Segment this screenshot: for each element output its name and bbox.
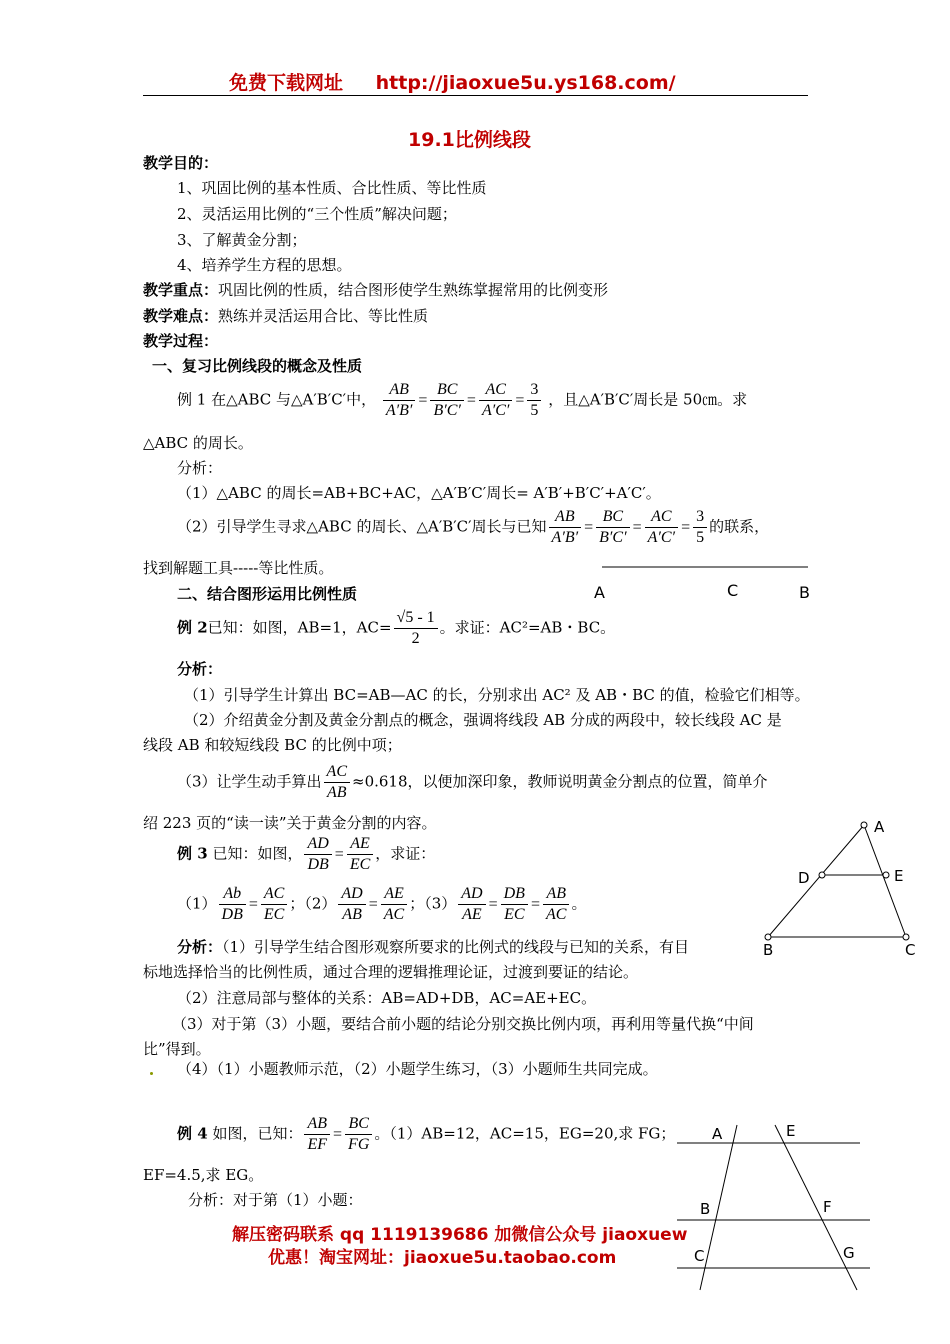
example3-analysis-4: （4）（1）小题教师示范，（2）小题学生练习，（3）小题师生共同完成。 xyxy=(177,1060,658,1078)
question-3-label: ；（3） xyxy=(409,894,457,913)
difficulty xyxy=(143,305,428,326)
section1-heading: 一、复习比例线段的概念及性质 xyxy=(152,357,363,375)
numerator: 3 xyxy=(693,507,707,528)
numerator: AD xyxy=(458,884,485,905)
fraction xyxy=(261,884,287,925)
equals-sign: = xyxy=(334,845,344,863)
example3-analysis-2: （2）注意局部与整体的关系：AB=AD+DB，AC=AE+EC。 xyxy=(177,989,597,1007)
denominator: EF xyxy=(307,1136,328,1153)
key-point-text: 巩固比例的性质，结合图形使学生熟练掌握常用的比例变形 xyxy=(218,281,609,299)
point-a xyxy=(861,822,867,828)
fraction xyxy=(596,507,629,548)
fraction xyxy=(304,1114,330,1155)
fraction xyxy=(527,380,541,421)
denominator: FG xyxy=(348,1136,370,1153)
denominator: DB xyxy=(221,906,243,923)
fraction xyxy=(458,884,485,925)
denominator: AC xyxy=(383,906,405,923)
numerator: AB xyxy=(549,507,582,528)
fraction xyxy=(543,884,569,925)
numerator: AC xyxy=(324,762,350,783)
label-b: B xyxy=(700,1200,711,1218)
numerator: BC xyxy=(345,1114,372,1135)
numerator: BC xyxy=(596,507,629,528)
denominator: 5 xyxy=(696,529,705,546)
numerator: AC xyxy=(261,884,287,905)
example2-p2a: （2）介绍黄金分割及黄金分割点的概念，强调将线段 AB 分成的两段中，较长线段 AC 是 xyxy=(184,711,782,729)
label-a: A xyxy=(712,1125,723,1143)
numerator: AC xyxy=(645,507,678,528)
difficulty-text: 熟练并灵活运用合比、等比性质 xyxy=(218,307,429,325)
goal-item: 1、巩固比例的基本性质、合比性质、等比性质 xyxy=(177,179,487,197)
example1-text-b: ，且△A′B′C′周长是 50㎝。求 xyxy=(548,390,748,409)
example1-text-c: △ABC 的周长。 xyxy=(143,434,253,452)
example2-p3 xyxy=(177,762,768,803)
equals-sign: = xyxy=(418,391,428,409)
process-label: 教学过程： xyxy=(143,332,219,350)
numerator: 3 xyxy=(527,380,541,401)
numerator: AE xyxy=(347,834,373,855)
denominator: AB xyxy=(327,784,347,801)
numerator: AB xyxy=(304,1114,330,1135)
example3-questions xyxy=(177,884,586,925)
fraction xyxy=(394,608,438,649)
key-point xyxy=(143,279,608,300)
footer-line-1: 解压密码联系 qq 1119139686 加微信公众号 jiaoxuew xyxy=(232,1225,688,1245)
section2-heading: 二、结合图形运用比例性质 xyxy=(177,585,358,603)
equals-sign: = xyxy=(515,391,525,409)
goals-heading: 教学目的： xyxy=(143,154,219,172)
label-b: B xyxy=(799,583,810,602)
denominator: EC xyxy=(504,906,525,923)
equals-sign: = xyxy=(681,518,691,536)
numerator: √5 - 1 xyxy=(394,608,438,629)
header-label: 免费下载网址 xyxy=(229,72,344,94)
example2-analysis-label: 分析： xyxy=(177,660,223,678)
example4-text-b: 。（1）AB=12，AC=15，EG=20,求 FG； xyxy=(374,1124,676,1143)
denominator: 2 xyxy=(411,630,420,647)
page-title: 19.1比例线段 xyxy=(408,129,531,151)
analysis-p2-text-b: 的联系， xyxy=(709,517,770,536)
analysis-p1: （1）△ABC 的周长=AB+BC+AC，△A′B′C′周长= A′B′+B′C′+A′C′。 xyxy=(177,484,661,502)
analysis-p2 xyxy=(177,507,769,548)
label-a: A xyxy=(874,818,885,836)
equals-sign: = xyxy=(368,895,378,913)
numerator: DB xyxy=(501,884,528,905)
example3-intro-a: 已知：如图， xyxy=(212,844,303,863)
fraction xyxy=(549,507,582,548)
example4-analysis: 分析：对于第（1）小题： xyxy=(188,1191,363,1209)
example2-line xyxy=(177,608,615,649)
fraction xyxy=(501,884,528,925)
end-mark: 。 xyxy=(571,894,587,913)
example2-text-b: 。求证：AC²=AB・BC。 xyxy=(439,618,616,637)
example3-analysis-1 xyxy=(177,936,689,957)
equals-sign: = xyxy=(466,391,476,409)
fraction xyxy=(347,834,373,875)
numerator: Ab xyxy=(219,884,246,905)
example2-p3b: 绍 223 页的“读一读”关于黄金分割的内容。 xyxy=(143,814,437,832)
example3-analysis-3b: 比”得到。 xyxy=(143,1040,211,1058)
label-g: G xyxy=(843,1244,855,1262)
question-2-label: ；（2） xyxy=(289,894,337,913)
denominator: B′C′ xyxy=(433,402,461,419)
key-point-label: 教学重点： xyxy=(143,281,219,299)
numerator: AC xyxy=(479,380,512,401)
triangle-diagram xyxy=(758,815,928,965)
denominator: EC xyxy=(263,906,285,923)
equals-sign: = xyxy=(530,895,540,913)
denominator: A′C′ xyxy=(647,529,676,546)
example3-analysis-3a: （3）对于第（3）小题，要结合前小题的结论分别交换比例内项，再利用等量代换“中间 xyxy=(172,1015,754,1033)
label-c: C xyxy=(727,581,739,600)
fraction xyxy=(219,884,246,925)
example3-intro-b: ，求证： xyxy=(375,844,436,863)
denominator: DB xyxy=(307,856,329,873)
example4-label: 例 4 xyxy=(177,1124,208,1143)
example4-text-c: EF=4.5,求 EG。 xyxy=(143,1166,264,1184)
label-e: E xyxy=(786,1122,796,1140)
numerator: AB xyxy=(383,380,416,401)
point-d xyxy=(819,872,825,878)
example4-line xyxy=(177,1114,675,1155)
example2-p2b: 线段 AB 和较短线段 BC 的比例中项； xyxy=(143,736,402,754)
analysis-label: 分析： xyxy=(177,459,223,477)
footer-line-2[interactable]: 优惠！淘宝网址：jiaoxue5u.taobao.com xyxy=(268,1248,617,1268)
fraction xyxy=(324,762,350,803)
fraction xyxy=(693,507,707,548)
analysis-text: （1）引导学生结合图形观察所要求的比例式的线段与已知的关系，有目 xyxy=(222,938,690,956)
point-c xyxy=(903,934,909,940)
numerator: AE xyxy=(381,884,407,905)
equals-sign: = xyxy=(632,518,642,536)
label-c: C xyxy=(905,941,916,959)
fraction xyxy=(383,380,416,421)
example3-line xyxy=(177,834,435,875)
example2-p1: （1）引导学生计算出 BC=AB—AC 的长，分别求出 AC² 及 AB・BC 的值，检验它们相等。 xyxy=(184,686,810,704)
label-a: A xyxy=(594,583,605,602)
denominator: 5 xyxy=(530,402,539,419)
header-url[interactable]: http://jiaoxue5u.ys168.com/ xyxy=(375,72,676,94)
side-ab xyxy=(768,825,864,937)
equals-sign: = xyxy=(584,518,594,536)
denominator: AE xyxy=(462,906,482,923)
label-d: D xyxy=(798,869,810,887)
numerator: BC xyxy=(430,380,463,401)
fraction xyxy=(645,507,678,548)
numerator: AD xyxy=(338,884,365,905)
segment-diagram xyxy=(590,560,830,605)
label-c: C xyxy=(694,1247,705,1265)
denominator: A′B′ xyxy=(551,529,579,546)
example2-label: 例 2 xyxy=(177,618,208,637)
example1-line xyxy=(177,380,747,421)
label-e: E xyxy=(894,867,904,885)
header-rule xyxy=(143,95,808,96)
example3-label: 例 3 xyxy=(177,844,208,863)
denominator: B′C′ xyxy=(599,529,627,546)
label-f: F xyxy=(823,1198,832,1216)
numerator: AB xyxy=(543,884,569,905)
denominator: EC xyxy=(349,856,371,873)
fraction xyxy=(338,884,365,925)
fraction xyxy=(381,884,407,925)
equals-sign: = xyxy=(248,895,258,913)
denominator: A′C′ xyxy=(481,402,510,419)
example2-p3-text-b: ≈0.618，以便加深印象，教师说明黄金分割点的位置，简单介 xyxy=(352,772,768,791)
analysis-label: 分析： xyxy=(177,938,223,956)
denominator: AB xyxy=(342,906,362,923)
example1-text-a: 例 1 在△ABC 与△A′B′C′中， xyxy=(177,390,377,409)
example4-text-a: 如图，已知： xyxy=(212,1124,303,1143)
goal-item: 2、灵活运用比例的“三个性质”解决问题； xyxy=(177,205,457,223)
stray-mark xyxy=(150,1072,153,1075)
fraction xyxy=(304,834,331,875)
label-b: B xyxy=(763,941,774,959)
parallel-lines-diagram xyxy=(672,1115,872,1295)
point-e xyxy=(883,872,889,878)
transversal-efg xyxy=(775,1125,857,1290)
header xyxy=(229,68,676,95)
example2-text-a: 已知：如图，AB=1，AC= xyxy=(207,618,392,637)
example3-analysis-1b: 标地选择恰当的比例性质，通过合理的逻辑推理论证，过渡到要证的结论。 xyxy=(143,963,639,981)
example2-p3-text-a: （3）让学生动手算出 xyxy=(177,772,322,791)
denominator: AC xyxy=(545,906,567,923)
equals-sign: = xyxy=(488,895,498,913)
analysis-p2-text: （2）引导学生寻求△ABC 的周长、△A′B′C′周长与已知 xyxy=(177,517,547,536)
question-1-label: （1） xyxy=(177,894,217,913)
fraction xyxy=(430,380,463,421)
fraction xyxy=(479,380,512,421)
goal-item: 4、培养学生方程的思想。 xyxy=(177,256,352,274)
analysis-p3: 找到解题工具-----等比性质。 xyxy=(143,559,334,577)
fraction xyxy=(345,1114,372,1155)
goal-item: 3、了解黄金分割； xyxy=(177,231,307,249)
numerator: AD xyxy=(304,834,331,855)
equals-sign: = xyxy=(333,1125,343,1143)
point-b xyxy=(765,934,771,940)
denominator: A′B′ xyxy=(385,402,413,419)
difficulty-label: 教学难点： xyxy=(143,307,219,325)
